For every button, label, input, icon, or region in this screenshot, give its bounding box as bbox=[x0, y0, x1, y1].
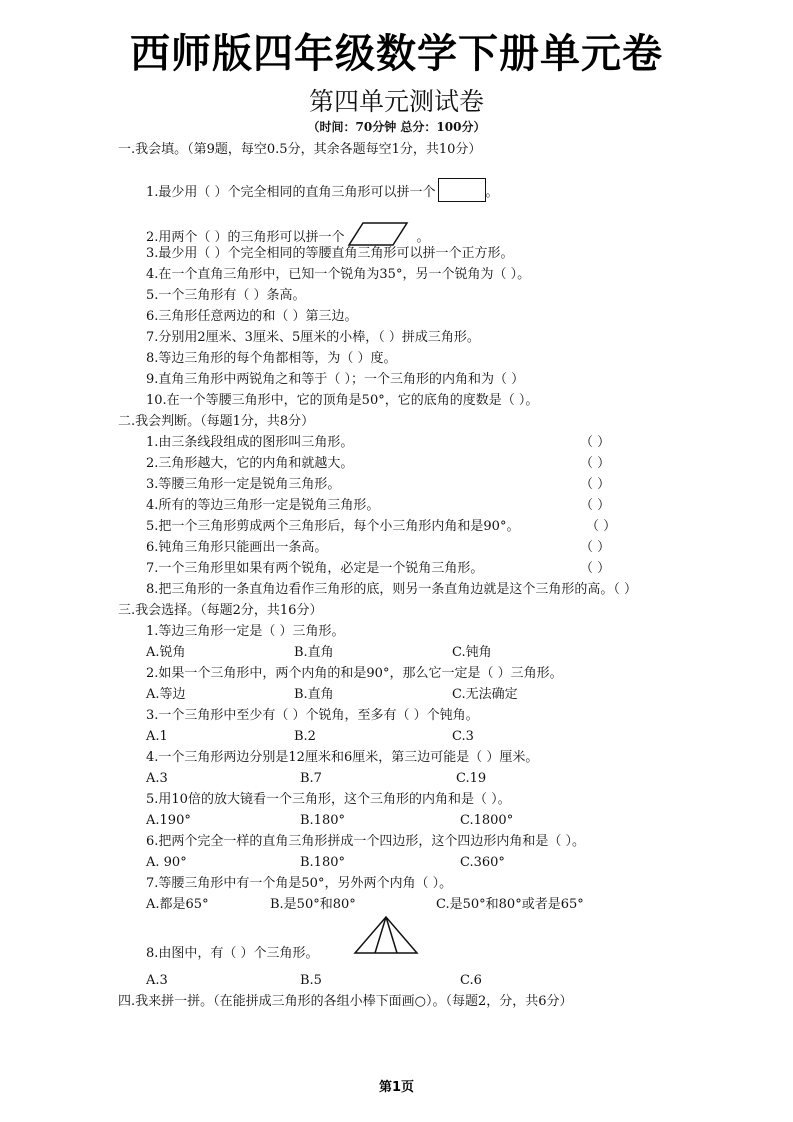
answer-bracket: （ ） bbox=[586, 519, 617, 534]
answer-bracket: （ ） bbox=[580, 477, 611, 492]
option-b: B.180° bbox=[300, 813, 345, 828]
question-end: 。 bbox=[485, 185, 499, 200]
option-b: B.直角 bbox=[294, 687, 334, 702]
option-a: A.等边 bbox=[146, 687, 186, 702]
option-c: C.是50°和80°或者是65° bbox=[436, 897, 584, 912]
answer-bracket: （ ） bbox=[580, 435, 611, 450]
answer-bracket: （ ） bbox=[580, 456, 611, 471]
page-number: 第1页 bbox=[378, 1080, 415, 1095]
option-c: C.无法确定 bbox=[452, 687, 518, 702]
judge-item: 8.把三角形的一条直角边看作三角形的底，则另一条直角边就是这个三角形的高。（ ） bbox=[146, 582, 638, 597]
option-b: B.5 bbox=[300, 973, 322, 988]
choice-question: 5.用10倍的放大镜看一个三角形，这个三角形的内角和是（ ）。 bbox=[146, 792, 511, 807]
option-b: B.2 bbox=[294, 729, 316, 744]
exam-meta: （时间：70分钟 总分：100分） bbox=[307, 120, 486, 134]
option-c: C.1800° bbox=[460, 813, 514, 828]
section-3-heading: 三.我会选择。（每题2分，共16分） bbox=[118, 603, 323, 618]
page-subtitle: 第四单元测试卷 bbox=[308, 87, 484, 116]
choice-question: 1.等边三角形一定是（ ）三角形。 bbox=[146, 624, 345, 639]
choice-question: 6.把两个完全一样的直角三角形拼成一个四边形，这个四边形内角和是（ ）。 bbox=[146, 834, 586, 849]
option-a: A. 90° bbox=[146, 855, 187, 870]
question-1-9: 9.直角三角形中两锐角之和等于（ ）；一个三角形的内角和为（ ） bbox=[146, 372, 525, 387]
answer-bracket: （ ） bbox=[580, 498, 611, 513]
page-title: 西师版四年级数学下册单元卷 bbox=[130, 31, 663, 77]
judge-item: 1.由三条线段组成的图形叫三角形。 bbox=[146, 435, 354, 450]
question-1-1 bbox=[146, 178, 499, 202]
option-a: A.锐角 bbox=[146, 645, 186, 660]
judge-item: 4.所有的等边三角形一定是锐角三角形。 bbox=[146, 498, 380, 513]
question-1-2 bbox=[146, 221, 430, 247]
question-1-8: 8.等边三角形的每个角都相等，为（ ）度。 bbox=[146, 351, 397, 366]
section-4-heading: 四.我来拼一拼。（在能拼成三角形的各组小棒下面画○）。（每题2，分，共6分） bbox=[118, 994, 573, 1009]
option-a: A.3 bbox=[146, 771, 168, 786]
option-c: C.6 bbox=[460, 973, 482, 988]
question-1-5: 5.一个三角形有（ ）条高。 bbox=[146, 288, 306, 303]
choice-question: 4.一个三角形两边分别是12厘米和6厘米，第三边可能是（ ）厘米。 bbox=[146, 750, 539, 765]
option-a: A.1 bbox=[146, 729, 168, 744]
question-text: 1.最少用（ ）个完全相同的直角三角形可以拼一个 bbox=[146, 185, 436, 200]
option-a: A.190° bbox=[146, 813, 191, 828]
question-1-6: 6.三角形任意两边的和（ ）第三边。 bbox=[146, 309, 358, 324]
option-a: A.都是65° bbox=[146, 897, 209, 912]
option-a: A.3 bbox=[146, 973, 168, 988]
option-c: C.19 bbox=[456, 771, 487, 786]
answer-bracket: （ ） bbox=[580, 540, 611, 555]
question-1-7: 7.分别用2厘米、3厘米、5厘米的小棒，（ ）拼成三角形。 bbox=[146, 330, 480, 345]
option-b: B.7 bbox=[300, 771, 322, 786]
judge-item: 3.等腰三角形一定是锐角三角形。 bbox=[146, 477, 341, 492]
option-b: B.180° bbox=[300, 855, 345, 870]
parallelogram-figure bbox=[347, 221, 409, 247]
option-c: C.360° bbox=[460, 855, 505, 870]
triangle-figure bbox=[353, 915, 419, 957]
judge-item: 7.一个三角形里如果有两个锐角，必定是一个锐角三角形。 bbox=[146, 561, 484, 576]
choice-question: 7.等腰三角形中有一个角是50°，另外两个内角（ ）。 bbox=[146, 876, 453, 891]
question-text: 2.用两个（ ）的三角形可以拼一个 bbox=[146, 230, 345, 245]
section-2-heading: 二.我会判断。（每题1分，共8分） bbox=[118, 414, 315, 429]
question-end: 。 bbox=[416, 230, 430, 245]
choice-question: 8.由图中，有（ ）个三角形。 bbox=[146, 946, 319, 961]
rectangle-figure bbox=[438, 178, 486, 202]
option-b: B.直角 bbox=[294, 645, 334, 660]
option-c: C.钝角 bbox=[452, 645, 492, 660]
option-c: C.3 bbox=[452, 729, 474, 744]
choice-question: 3.一个三角形中至少有（ ）个锐角，至多有（ ）个钝角。 bbox=[146, 708, 479, 723]
question-1-10: 10.在一个等腰三角形中，它的顶角是50°，它的底角的度数是（ ）。 bbox=[146, 393, 539, 408]
judge-item: 6.钝角三角形只能画出一条高。 bbox=[146, 540, 328, 555]
option-b: B.是50°和80° bbox=[270, 897, 356, 912]
choice-question: 2.如果一个三角形中，两个内角的和是90°，那么它一定是（ ）三角形。 bbox=[146, 666, 563, 681]
answer-bracket: （ ） bbox=[580, 561, 611, 576]
section-1-heading: 一.我会填。（第9题，每空0.5分，其余各题每空1分，共10分） bbox=[118, 142, 482, 157]
question-1-4: 4.在一个直角三角形中，已知一个锐角为35°，另一个锐角为（ ）。 bbox=[146, 267, 531, 282]
question-1-3: 3.最少用（ ）个完全相同的等腰直角三角形可以拼一个正方形。 bbox=[146, 246, 514, 261]
judge-item: 2.三角形越大，它的内角和就越大。 bbox=[146, 456, 354, 471]
judge-item: 5.把一个三角形剪成两个三角形后，每个小三角形内角和是90°。 bbox=[146, 519, 520, 534]
